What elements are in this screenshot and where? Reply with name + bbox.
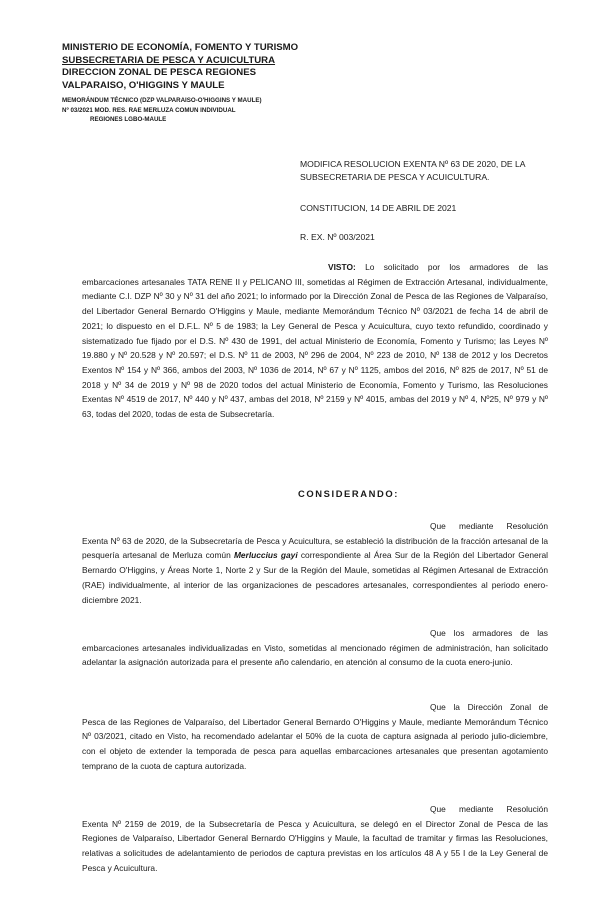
document-date: CONSTITUCION, 14 DE ABRIL DE 2021 <box>300 203 457 213</box>
p1-text-a: Que mediante Resolución Exenta Nº 63 de 2020, de la Subsecretaría de Pesca y Acuicultura, se estableció la distribución de la fracción artesanal de la pesquería artesanal de Merluza común <box>82 521 548 561</box>
visto-paragraph <box>82 260 548 422</box>
resolution-number: R. EX. Nº 003/2021 <box>300 232 375 242</box>
considerando-title: CONSIDERANDO: <box>298 488 400 499</box>
memo-line-2: Nº 03/2021 MOD. RES. RAE MERLUZA COMUN INDIVIDUAL <box>62 106 236 114</box>
considerando-paragraph-1 <box>82 519 548 607</box>
letterhead <box>62 42 322 125</box>
considerando-paragraph-4: Que mediante Resolución Exenta Nº 2159 de 2019, de la Subsecretaría de Pesca y Acuicultura, se delegó en el Director Zonal de Pesca de las Regiones de Valparaíso, Libertador General Bernardo O'Higgins y Maule, la facultad de tramitar y firmas las Resoluciones, relativas a solicitudes de adelantamiento de periodos de captura previstas en los artículos 48 A y 55 I de la Ley General de Pesca y Acuicultura. <box>82 804 548 873</box>
ministry-name: MINISTERIO DE ECONOMÍA, FOMENTO Y TURISMO <box>62 42 299 53</box>
p1-text-b: correspondiente al Área Sur de la Región del Libertador General Bernardo O'Higgins, y Áreas Norte 1, Norte 2 y Sur de la Región del Maule, sometidas al Régimen Artesanal de Extracción (RAE) individualmente, al interior de las organizaciones de pescadores artesanales, correspondientes al periodo enero-diciembre 2021. <box>82 550 548 605</box>
regions-name: VALPARAISO, O'HIGGINS Y MAULE <box>62 79 225 91</box>
considerando-paragraph-3: Que la Dirección Zonal de Pesca de las Regiones de Valparaíso, del Libertador General Bernardo O'Higgins y Maule, mediante Memorándum Técnico Nº 03/2021, citado en Visto, ha recomendado adelantar el 50% de la cuota de captura asignada al periodo julio-diciembre, con el objeto de extender la temporada de pesca para aquellas embarcaciones artesanales que presentan agotamiento temprano de la cuota de captura autorizada. <box>82 702 548 771</box>
considerando-paragraph-2: Que los armadores de las embarcaciones artesanales individualizadas en Visto, sometidas al mencionado régimen de administración, han solicitado adelantar la asignación autorizada para el presente año calendario, en atención al consumo de la cuota enero-junio. <box>82 628 548 668</box>
visto-label: VISTO: <box>328 262 356 272</box>
species-name: Merluccius gayi <box>233 550 298 561</box>
memo-line-3: REGIONES LGBO-MAULE <box>90 116 167 123</box>
subsecretaria-name: SUBSECRETARIA DE PESCA Y ACUICULTURA <box>62 54 276 66</box>
memo-line-1: MEMORÁNDUM TÉCNICO (DZP VALPARAISO-O'HIGGINS Y MAULE) <box>62 97 262 104</box>
visto-text: Lo solicitado por los armadores de las embarcaciones artesanales TATA RENE II y PELICANO III, sometidas al Régimen de Extracción Artesanal, individualmente, mediante C.I. DZP Nº 30 y Nº 31 del año 2021; lo informado por la Dirección Zonal de Pesca de las Regiones de Valparaíso, del Libertador General Bernardo O'Higgins y Maule, mediante Memorándum Técnico Nº 03/2021 de fecha 14 de abril de 2021; lo dispuesto en el D.F.L. Nº 5 de 1983; la Ley General de Pesca y Acuicultura, cuyo texto refundido, coordinado y sistematizado fue fijado por el D.S. Nº 430 de 1991, del actual Ministerio de Economía, Fomento y Turismo; las Leyes Nº 19.880 y Nº 20.528 y Nº 20.597; el D.S. Nº 11 de 2003, Nº 296 de 2004, Nº 223 de 2010, Nº 138 de 2012 y los Decretos Exentos Nº 154 y Nº 366, ambos del 2003, Nº 1036 de 2014, Nº 67 y Nº 1125, ambos del 2016, Nº 825 de 2017, Nº 51 de 2018 y Nº 34 de 2019 y Nº 98 de 2020 todos del actual Ministerio de Economía, Fomento y Turismo, las Resoluciones Exentas Nº 4519 de 2017, Nº 440 y Nº 437, ambas del 2018, Nº 2159 y Nº 4015, ambas del 2019 y Nº 4, Nº25, Nº 979 y Nº 63, todas del 2020, todas de esta de Subsecretaría. <box>82 262 549 420</box>
resolution-reference: MODIFICA RESOLUCION EXENTA Nº 63 DE 2020, DE LA SUBSECRETARIA DE PESCA Y ACUICULTURA. <box>300 159 526 182</box>
direccion-zonal-name: DIRECCION ZONAL DE PESCA REGIONES <box>62 67 257 78</box>
